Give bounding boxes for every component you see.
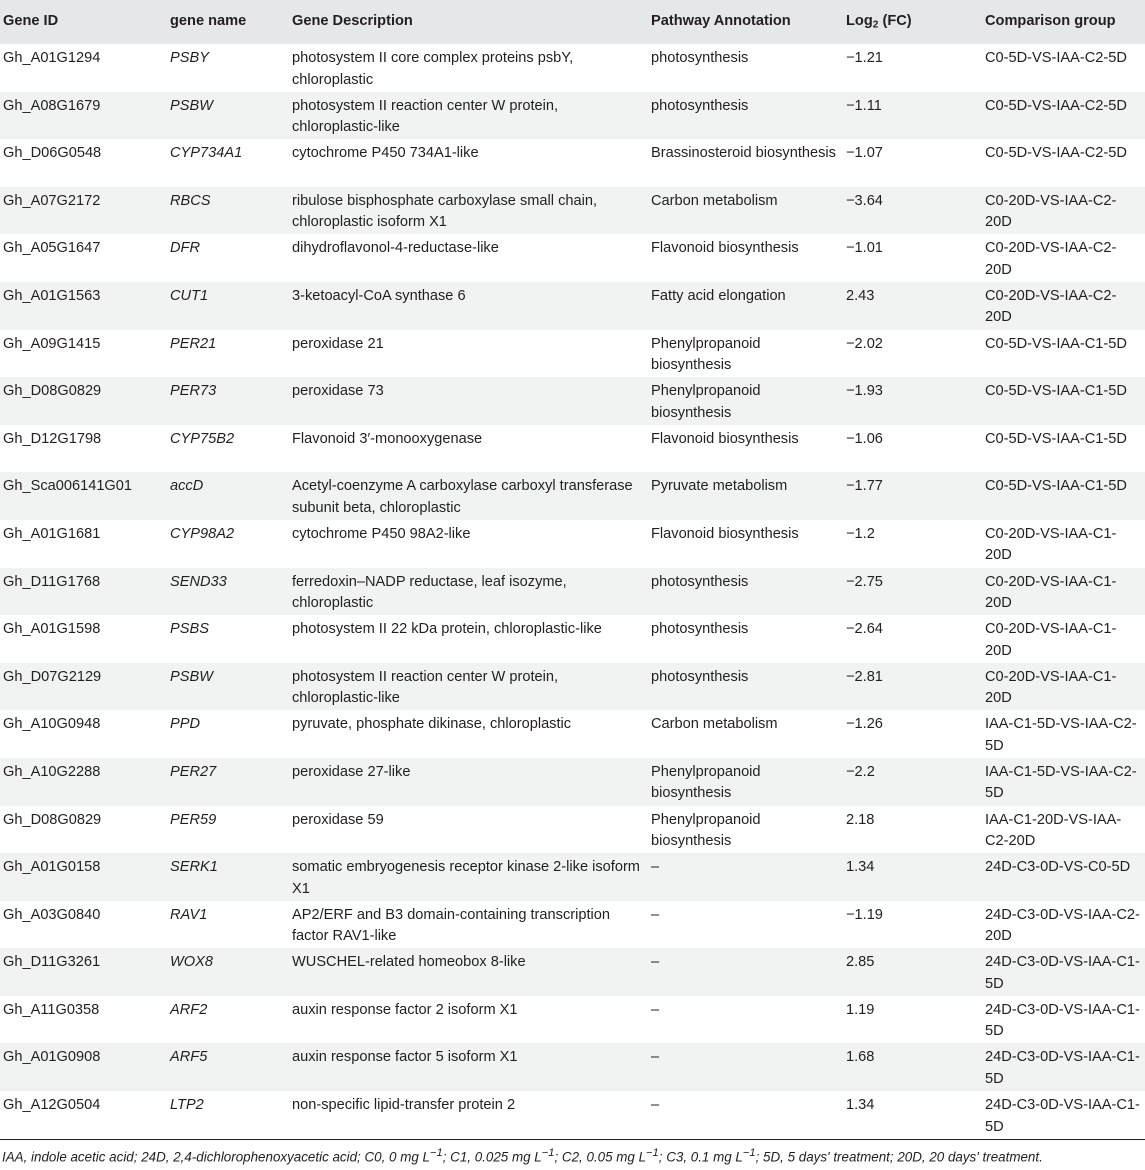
cell-comparison-group: C0-20D-VS-IAA-C1-20D — [985, 525, 1117, 564]
cell-gene-description: auxin response factor 2 isoform X1 — [292, 1001, 518, 1018]
cell-gene-description: dihydroflavonol-4-reductase-like — [292, 240, 499, 257]
cell-comparison-group: C0-20D-VS-IAA-C1-20D — [985, 668, 1117, 707]
cell-comparison-group: 24D-C3-0D-VS-IAA-C2-20D — [985, 906, 1140, 945]
table-row — [0, 615, 1145, 663]
cell-comparison-group: IAA-C1-20D-VS-IAA-C2-20D — [985, 811, 1122, 849]
cell-gene-name: CYP75B2 — [170, 430, 235, 447]
cell-gene-name: accD — [170, 478, 204, 495]
cell-gene-name: SERK1 — [170, 859, 218, 876]
cell-gene-name: PSBS — [170, 621, 209, 638]
cell-gene-name: ARF2 — [170, 1001, 208, 1018]
cell-log2fc: −1.06 — [846, 430, 883, 447]
cell-gene-id: Gh_A09G1415 — [3, 335, 101, 352]
table-row — [0, 377, 1145, 425]
footnote-exponent: −1 — [430, 1147, 443, 1159]
cell-pathway: – — [651, 1049, 660, 1066]
cell-log2fc: −2.75 — [846, 573, 883, 590]
cell-gene-name: ARF5 — [170, 1049, 208, 1066]
footnote-part: ; C2, 0.05 mg L — [554, 1149, 647, 1165]
cell-log2fc: −2.2 — [846, 763, 875, 780]
cell-gene-description: photosystem II reaction center W protein, chloroplastic-like — [292, 668, 559, 707]
table-row — [0, 853, 1145, 901]
cell-comparison-group: C0-20D-VS-IAA-C2-20D — [985, 192, 1117, 231]
cell-pathway: Flavonoid biosynthesis — [651, 525, 799, 542]
cell-log2fc: −2.64 — [846, 621, 883, 638]
footnote-part: ; 5D, 5 days' treatment; 20D, 20 days' treatment. — [755, 1149, 1043, 1165]
cell-gene-description: peroxidase 59 — [292, 811, 384, 828]
cell-gene-id: Gh_A11G0358 — [3, 1001, 100, 1018]
cell-comparison-group: IAA-C1-5D-VS-IAA-C2-5D — [985, 763, 1137, 802]
cell-comparison-group: 24D-C3-0D-VS-IAA-C1-5D — [985, 1001, 1140, 1040]
cell-gene-id: Gh_A01G1681 — [3, 525, 101, 542]
table-row — [0, 44, 1145, 92]
table-row — [0, 92, 1145, 140]
cell-pathway: photosynthesis — [651, 573, 749, 590]
cell-log2fc: 1.34 — [846, 859, 875, 876]
header-log-sub: 2 — [872, 19, 879, 31]
cell-comparison-group: 24D-C3-0D-VS-IAA-C1-5D — [985, 954, 1140, 992]
table-header-row — [0, 0, 1145, 44]
table-row — [0, 948, 1145, 996]
cell-log2fc: −2.81 — [846, 668, 883, 685]
cell-pathway: Pyruvate metabolism — [651, 478, 788, 495]
cell-log2fc: 1.34 — [846, 1097, 875, 1114]
cell-comparison-group: C0-5D-VS-IAA-C2-5D — [985, 50, 1127, 66]
cell-pathway: photosynthesis — [651, 621, 749, 638]
footnote-exponent: −1 — [742, 1147, 756, 1159]
cell-gene-description: cytochrome P450 98A2-like — [292, 525, 471, 542]
cell-gene-id: Gh_A03G0840 — [3, 906, 101, 923]
cell-gene-id: Gh_D07G2129 — [3, 668, 102, 685]
cell-gene-id: Gh_A10G0948 — [3, 716, 101, 733]
cell-gene-name: PPD — [170, 716, 201, 733]
cell-comparison-group: C0-5D-VS-IAA-C1-5D — [985, 335, 1127, 352]
cell-pathway: Phenylpropanoid biosynthesis — [651, 335, 761, 374]
footnote-part: ; C3, 0.1 mg L — [658, 1149, 743, 1165]
cell-log2fc: −1.07 — [846, 145, 883, 162]
cell-gene-name: CYP98A2 — [170, 525, 235, 542]
cell-gene-description: WUSCHEL-related homeobox 8-like — [292, 954, 526, 971]
cell-log2fc: −1.77 — [846, 478, 883, 495]
cell-gene-name: PSBY — [170, 50, 209, 66]
cell-gene-description: somatic embryogenesis receptor kinase 2-like isoform X1 — [292, 859, 640, 897]
header-comparison: Comparison group — [985, 13, 1116, 30]
table-row — [0, 330, 1145, 378]
cell-gene-description: Flavonoid 3′-monooxygenase — [292, 430, 483, 447]
cell-log2fc: −1.26 — [846, 716, 883, 733]
cell-log2fc: 2.85 — [846, 954, 875, 971]
header-gene-id: Gene ID — [3, 13, 59, 30]
cell-gene-name: PER59 — [170, 811, 217, 828]
cell-log2fc: 1.19 — [846, 1001, 875, 1018]
cell-gene-description: photosystem II 22 kDa protein, chloroplastic-like — [292, 621, 602, 638]
header-gene-name: gene name — [170, 13, 247, 30]
table-row — [0, 472, 1145, 520]
cell-pathway: photosynthesis — [651, 97, 749, 114]
cell-pathway: photosynthesis — [651, 50, 749, 66]
cell-pathway: – — [651, 859, 660, 876]
cell-gene-name: CYP734A1 — [170, 145, 243, 162]
cell-gene-id: Gh_D11G1768 — [3, 573, 101, 590]
cell-gene-id: Gh_A01G0908 — [3, 1049, 101, 1066]
cell-pathway: Flavonoid biosynthesis — [651, 240, 799, 257]
cell-gene-id: Gh_Sca006141G01 — [3, 478, 133, 495]
cell-comparison-group: C0-5D-VS-IAA-C1-5D — [985, 478, 1127, 495]
cell-log2fc: −2.02 — [846, 335, 883, 352]
cell-log2fc: 1.68 — [846, 1049, 875, 1066]
table-row — [0, 139, 1145, 187]
cell-gene-name: PER21 — [170, 335, 217, 352]
cell-gene-description: ferredoxin–NADP reductase, leaf isozyme, chloroplastic — [292, 573, 567, 612]
cell-gene-id: Gh_A08G1679 — [3, 97, 101, 114]
cell-log2fc: −1.19 — [846, 906, 883, 923]
cell-pathway: – — [651, 1097, 660, 1114]
cell-log2fc: −1.11 — [846, 97, 882, 114]
cell-gene-id: Gh_A12G0504 — [3, 1097, 101, 1114]
cell-gene-id: Gh_A01G0158 — [3, 859, 101, 876]
cell-gene-id: Gh_D06G0548 — [3, 145, 102, 162]
cell-log2fc: −3.64 — [846, 192, 883, 209]
cell-log2fc: −1.2 — [846, 525, 875, 542]
cell-gene-description: pyruvate, phosphate dikinase, chloroplastic — [292, 716, 572, 733]
table-row — [0, 282, 1145, 330]
table-row — [0, 806, 1145, 854]
header-pathway: Pathway Annotation — [651, 13, 791, 30]
cell-comparison-group: C0-20D-VS-IAA-C2-20D — [985, 240, 1117, 278]
cell-gene-description: non-specific lipid-transfer protein 2 — [292, 1097, 516, 1114]
table-footnote — [2, 1147, 1143, 1164]
cell-gene-description: peroxidase 21 — [292, 335, 384, 352]
table-row — [0, 425, 1145, 473]
cell-gene-id: Gh_A05G1647 — [3, 240, 101, 257]
cell-comparison-group: C0-20D-VS-IAA-C2-20D — [985, 287, 1117, 326]
cell-gene-name: RBCS — [170, 192, 211, 209]
cell-pathway: Brassinosteroid biosynthesis — [651, 145, 836, 162]
cell-gene-description: auxin response factor 5 isoform X1 — [292, 1049, 518, 1066]
cell-comparison-group: C0-5D-VS-IAA-C1-5D — [985, 383, 1127, 400]
cell-gene-name: SEND33 — [170, 573, 227, 590]
table-row — [0, 710, 1145, 758]
cell-comparison-group: 24D-C3-0D-VS-IAA-C1-5D — [985, 1049, 1140, 1087]
header-log-prefix: Log — [846, 13, 873, 30]
cell-gene-description: Acetyl-coenzyme A carboxylase carboxyl transferase subunit beta, chloroplastic — [292, 478, 633, 516]
header-log2fc — [843, 0, 982, 44]
cell-log2fc: −1.93 — [846, 383, 883, 400]
cell-pathway: photosynthesis — [651, 668, 749, 685]
table-row — [0, 996, 1145, 1044]
cell-comparison-group: 24D-C3-0D-VS-IAA-C1-5D — [985, 1097, 1140, 1135]
table-row — [0, 187, 1145, 235]
header-log-suffix: (FC) — [878, 13, 912, 30]
cell-gene-description: ribulose bisphosphate carboxylase small chain, chloroplastic isoform X1 — [292, 192, 598, 231]
cell-gene-id: Gh_A10G2288 — [3, 763, 101, 780]
cell-gene-name: DFR — [170, 240, 200, 257]
cell-gene-name: CUT1 — [170, 287, 209, 304]
cell-pathway: – — [651, 906, 660, 923]
cell-log2fc: 2.18 — [846, 811, 875, 828]
cell-pathway: Phenylpropanoid biosynthesis — [651, 763, 761, 802]
cell-pathway: Flavonoid biosynthesis — [651, 430, 799, 447]
table-bottom-rule — [0, 1139, 1145, 1140]
table-row — [0, 758, 1145, 806]
table-row — [0, 568, 1145, 616]
cell-gene-name: WOX8 — [170, 954, 213, 971]
footnote-part: IAA, indole acetic acid; 24D, 2,4-dichlorophenoxyacetic acid; C0, 0 mg L — [2, 1149, 430, 1165]
cell-gene-name: PSBW — [170, 97, 213, 114]
cell-gene-description: peroxidase 73 — [292, 383, 384, 400]
cell-log2fc: 2.43 — [846, 287, 875, 304]
cell-gene-name: RAV1 — [170, 906, 208, 923]
footnote-exponent: −1 — [541, 1147, 555, 1159]
cell-log2fc: −1.21 — [846, 50, 883, 66]
table-row — [0, 234, 1145, 282]
cell-gene-name: PER27 — [170, 763, 217, 780]
footnote-exponent: −1 — [646, 1147, 659, 1159]
cell-gene-description: 3-ketoacyl-CoA synthase 6 — [292, 287, 466, 304]
cell-gene-id: Gh_D11G3261 — [3, 954, 101, 971]
cell-gene-id: Gh_D12G1798 — [3, 430, 102, 447]
cell-gene-id: Gh_D08G0829 — [3, 383, 102, 400]
cell-pathway: Fatty acid elongation — [651, 287, 786, 304]
cell-comparison-group: C0-20D-VS-IAA-C1-20D — [985, 573, 1117, 612]
cell-gene-name: LTP2 — [170, 1097, 204, 1114]
cell-gene-id: Gh_A07G2172 — [3, 192, 101, 209]
cell-gene-description: AP2/ERF and B3 domain-containing transcription factor RAV1-like — [292, 906, 610, 945]
cell-pathway: – — [651, 1001, 660, 1018]
cell-gene-name: PSBW — [170, 668, 213, 685]
table-row — [0, 1043, 1145, 1091]
cell-gene-id: Gh_A01G1294 — [3, 50, 101, 66]
cell-comparison-group: C0-5D-VS-IAA-C2-5D — [985, 145, 1127, 162]
cell-gene-description: cytochrome P450 734A1-like — [292, 145, 479, 162]
cell-pathway: Carbon metabolism — [651, 716, 778, 733]
cell-gene-id: Gh_A01G1598 — [3, 621, 101, 638]
header-gene-description: Gene Description — [292, 13, 413, 30]
cell-gene-id: Gh_D08G0829 — [3, 811, 102, 828]
cell-gene-name: PER73 — [170, 383, 217, 400]
cell-comparison-group: IAA-C1-5D-VS-IAA-C2-5D — [985, 716, 1137, 754]
cell-gene-id: Gh_A01G1563 — [3, 287, 101, 304]
cell-gene-description: photosystem II core complex proteins psbY, chloroplastic — [292, 50, 574, 88]
cell-comparison-group: C0-5D-VS-IAA-C2-5D — [985, 97, 1127, 114]
table-row — [0, 663, 1145, 711]
cell-pathway: Phenylpropanoid biosynthesis — [651, 811, 761, 849]
cell-gene-description: peroxidase 27-like — [292, 763, 411, 780]
table-row — [0, 520, 1145, 568]
table-row — [0, 1091, 1145, 1139]
cell-log2fc: −1.01 — [846, 240, 883, 257]
cell-pathway: – — [651, 954, 660, 971]
cell-comparison-group: 24D-C3-0D-VS-C0-5D — [985, 859, 1131, 876]
cell-pathway: Carbon metabolism — [651, 192, 778, 209]
footnote-part: ; C1, 0.025 mg L — [442, 1149, 542, 1165]
table-row — [0, 901, 1145, 949]
cell-comparison-group: C0-20D-VS-IAA-C1-20D — [985, 621, 1117, 659]
cell-pathway: Phenylpropanoid biosynthesis — [651, 383, 761, 421]
cell-comparison-group: C0-5D-VS-IAA-C1-5D — [985, 430, 1127, 447]
cell-gene-description: photosystem II reaction center W protein, chloroplastic-like — [292, 97, 559, 136]
